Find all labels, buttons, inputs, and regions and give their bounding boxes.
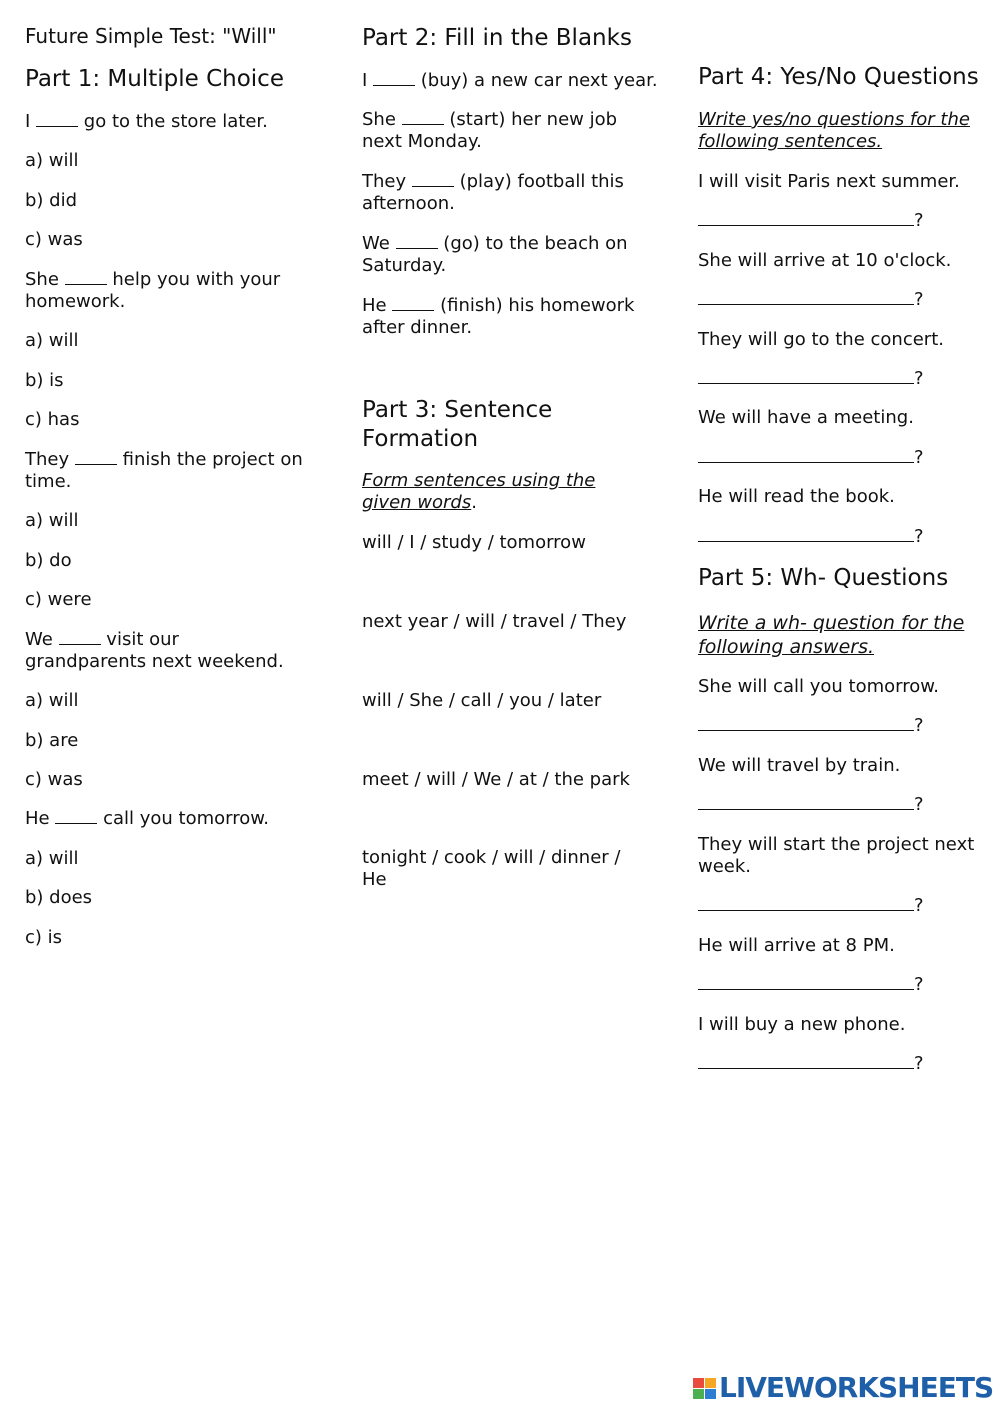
part3-instruction: Form sentences using the given words. <box>362 470 596 513</box>
mc-option[interactable]: a) will <box>25 848 79 869</box>
sentence-words: tonight / cook / will / dinner / He <box>362 847 621 890</box>
answer-blank[interactable] <box>412 186 454 187</box>
mc-option[interactable]: b) does <box>25 887 93 908</box>
answer-line[interactable]: ? <box>698 1053 924 1075</box>
wh-answer: They will start the project next week. <box>698 834 975 877</box>
answer-line[interactable]: ? <box>698 895 924 917</box>
sentence-words: meet / will / We / at / the park <box>362 769 630 790</box>
answer-blank[interactable] <box>392 310 434 311</box>
part3-heading: Part 3: Sentence Formation <box>362 397 553 452</box>
part4-instruction: Write yes/no questions for the following sentences. <box>698 109 970 152</box>
mc-option[interactable]: c) was <box>25 769 83 790</box>
mc-option[interactable]: a) will <box>25 510 79 531</box>
answer-line[interactable]: ? <box>698 447 924 469</box>
answer-blank[interactable] <box>36 126 78 127</box>
yesno-sentence: I will visit Paris next summer. <box>698 171 960 192</box>
mc-option[interactable]: c) has <box>25 409 80 430</box>
wh-answer: She will call you tomorrow. <box>698 676 940 697</box>
part5-heading: Part 5: Wh- Questions <box>698 565 949 591</box>
yesno-sentence: We will have a meeting. <box>698 407 914 428</box>
mc-question-2: She help you with your homework. <box>25 269 281 312</box>
mc-option[interactable]: c) were <box>25 589 92 610</box>
fill-item-2: She (start) her new job next Monday. <box>362 109 618 152</box>
sentence-words: will / She / call / you / later <box>362 690 602 711</box>
sentence-words: next year / will / travel / They <box>362 611 627 632</box>
mc-option[interactable]: b) did <box>25 190 78 211</box>
wh-answer: We will travel by train. <box>698 755 901 776</box>
yesno-sentence: He will read the book. <box>698 486 895 507</box>
mc-option[interactable]: b) are <box>25 730 79 751</box>
answer-line[interactable]: ? <box>698 210 924 232</box>
yesno-sentence: She will arrive at 10 o'clock. <box>698 250 952 271</box>
mc-option[interactable]: a) will <box>25 150 79 171</box>
fill-item-3: They (play) football this afternoon. <box>362 171 624 214</box>
wh-answer: He will arrive at 8 PM. <box>698 935 895 956</box>
answer-blank[interactable] <box>59 644 101 645</box>
answer-blank[interactable] <box>373 85 415 86</box>
part2-heading: Part 2: Fill in the Blanks <box>362 25 632 51</box>
answer-blank[interactable] <box>75 464 117 465</box>
worksheet-title: Future Simple Test: "Will" <box>25 24 277 48</box>
mc-option[interactable]: a) will <box>25 330 79 351</box>
fill-item-1: I (buy) a new car next year. <box>362 70 658 91</box>
answer-line[interactable]: ? <box>698 526 924 548</box>
yesno-sentence: They will go to the concert. <box>698 329 944 350</box>
mc-option[interactable]: b) is <box>25 370 64 391</box>
mc-option[interactable]: a) will <box>25 690 79 711</box>
fill-item-5: He (finish) his homework after dinner. <box>362 295 635 338</box>
mc-question-4: We visit our grandparents next weekend. <box>25 629 284 672</box>
answer-line[interactable]: ? <box>698 715 924 737</box>
answer-blank[interactable] <box>396 248 438 249</box>
answer-line[interactable]: ? <box>698 794 924 816</box>
answer-blank[interactable] <box>402 124 444 125</box>
answer-line[interactable]: ? <box>698 368 924 390</box>
part5-instruction: Write a wh- question for the following answers. <box>698 612 965 658</box>
answer-line[interactable]: ? <box>698 974 924 996</box>
part4-heading: Part 4: Yes/No Questions <box>698 64 979 90</box>
answer-blank[interactable] <box>65 284 107 285</box>
mc-option[interactable]: c) is <box>25 927 63 948</box>
mc-option[interactable]: c) was <box>25 229 83 250</box>
mc-question-1: I go to the store later. <box>25 111 268 132</box>
mc-question-3: They finish the project on time. <box>25 449 303 492</box>
wh-answer: I will buy a new phone. <box>698 1014 906 1035</box>
answer-line[interactable]: ? <box>698 289 924 311</box>
mc-question-5: He call you tomorrow. <box>25 808 270 829</box>
sentence-words: will / I / study / tomorrow <box>362 532 586 553</box>
mc-option[interactable]: b) do <box>25 550 72 571</box>
logo-grid-icon <box>693 1378 717 1400</box>
part1-heading: Part 1: Multiple Choice <box>25 66 284 92</box>
answer-blank[interactable] <box>55 823 97 824</box>
logo-text: LIVEWORKSHEETS <box>719 1371 994 1404</box>
fill-item-4: We (go) to the beach on Saturday. <box>362 233 628 276</box>
